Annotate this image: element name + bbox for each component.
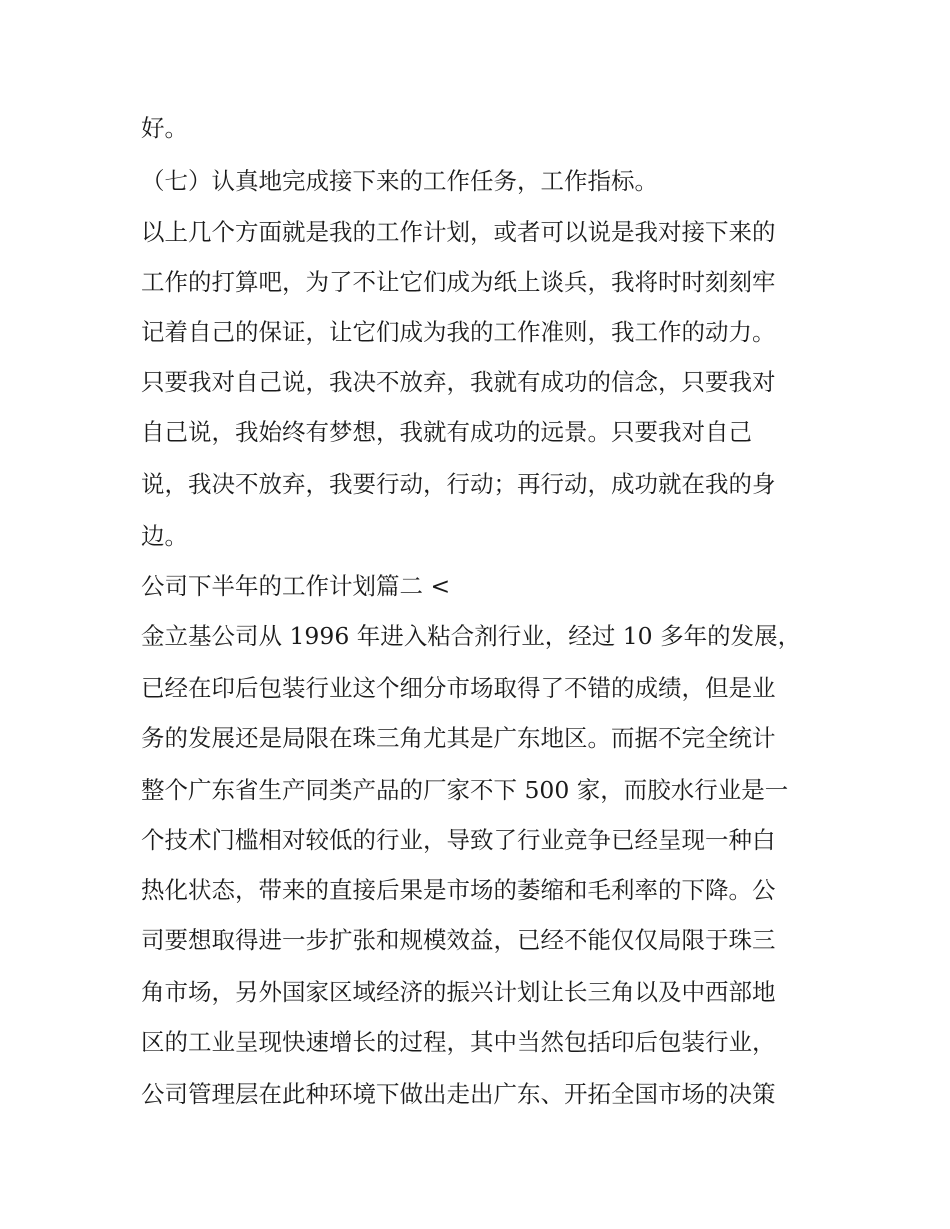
text-line: 公司管理层在此种环境下做出走出广东、开拓全国市场的决策 xyxy=(141,1080,776,1108)
text-line: 整个广东省生产同类产品的厂家不下 500 家，而胶水行业是一 xyxy=(141,776,789,804)
text-line: 金立基公司从 1996 年进入粘合剂行业，经过 10 多年的发展， xyxy=(141,622,802,650)
text-line: 工作的打算吧，为了不让它们成为纸上谈兵，我将时时刻刻牢 xyxy=(141,268,776,296)
text-line: 边。 xyxy=(141,522,188,550)
text-line: 好。 xyxy=(141,114,188,142)
text-line: 只要我对自己说，我决不放弃，我就有成功的信念，只要我对 xyxy=(141,368,776,396)
text-line: 说，我决不放弃，我要行动，行动；再行动，成功就在我的身 xyxy=(141,470,776,498)
text-line: 角市场，另外国家区域经济的振兴计划让长三角以及中西部地 xyxy=(141,978,776,1006)
text-line: 记着自己的保证，让它们成为我的工作准则，我工作的动力。 xyxy=(141,318,776,346)
text-line: 已经在印后包装行业这个细分市场取得了不错的成绩，但是业 xyxy=(141,674,776,702)
section-heading: 公司下半年的工作计划篇二 < xyxy=(141,572,451,600)
text-line: 热化状态，带来的直接后果是市场的萎缩和毛利率的下降。公 xyxy=(141,876,776,904)
text-line: 个技术门槛相对较低的行业，导致了行业竞争已经呈现一种白 xyxy=(141,826,776,854)
text-line: 自己说，我始终有梦想，我就有成功的远景。只要我对自己 xyxy=(141,418,752,446)
text-line: 司要想取得进一步扩张和规模效益，已经不能仅仅局限于珠三 xyxy=(141,926,776,954)
text-line: （七）认真地完成接下来的工作任务，工作指标。 xyxy=(141,167,658,195)
text-line: 以上几个方面就是我的工作计划，或者可以说是我对接下来的 xyxy=(141,218,776,246)
text-line: 务的发展还是局限在珠三角尤其是广东地区。而据不完全统计 xyxy=(141,724,776,752)
text-line: 区的工业呈现快速增长的过程，其中当然包括印后包装行业， xyxy=(141,1028,776,1056)
